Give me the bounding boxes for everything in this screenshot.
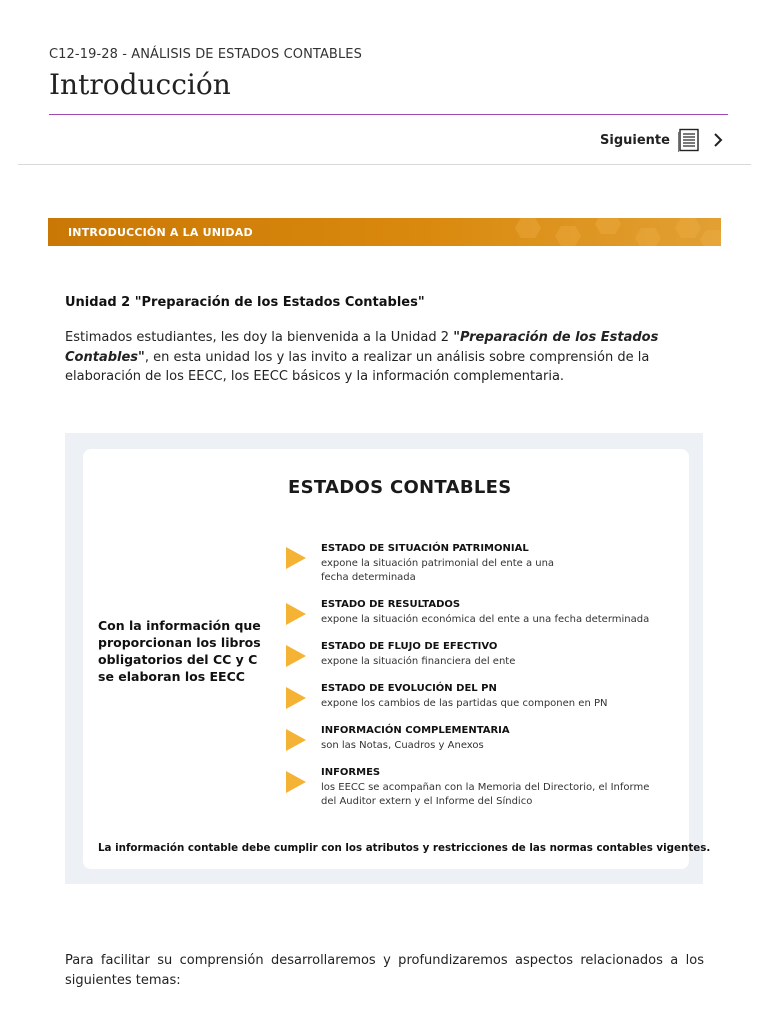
figure-footer: La información contable debe cumplir con los atributos y restricciones de las normas contables vigentes. [98,842,711,854]
figure-left-text: Con la información que proporcionan los libros obligatorios del CC y C se elaboran los EECC [98,618,261,684]
item-name: ESTADO DE RESULTADOS [321,599,461,610]
item-name: ESTADO DE SITUACIÓN PATRIMONIAL [321,543,529,554]
item-desc: expone la situación patrimonial del ente a una fecha determinada [321,558,555,583]
figure-title: ESTADOS CONTABLES [288,477,512,498]
arrow-icon [286,645,306,667]
item-name: INFORMES [321,767,381,778]
next-label: Siguiente [600,132,670,148]
item-name: ESTADO DE FLUJO DE EFECTIVO [321,641,498,652]
banner-hexagon-pattern [501,218,721,246]
arrow-icon [286,729,306,751]
header-divider [18,164,751,165]
title-divider [49,114,728,115]
item-desc: son las Notas, Cuadros y Anexos [321,740,484,751]
item-name: INFORMACIÓN COMPLEMENTARIA [321,725,510,736]
item-desc: expone los cambios de las partidas que componen en PN [321,698,608,709]
arrow-icon [286,547,306,569]
intro-unit-name: "Preparación de los Estados Contables" [65,330,659,365]
next-button[interactable] [600,127,724,153]
item-name: ESTADO DE EVOLUCIÓN DEL PN [321,683,497,694]
arrow-icon [286,687,306,709]
item-desc: los EECC se acompañan con la Memoria del Directorio, el Informe del Auditor extern y el Informe del Síndico [321,782,650,807]
banner-title: INTRODUCCIÓN A LA UNIDAD [68,226,253,239]
arrow-icon [286,603,306,625]
chevron-right-icon [712,131,724,149]
course-code: C12-19-28 - ANÁLISIS DE ESTADOS CONTABLES [49,47,362,62]
topics-paragraph: Para facilitar su comprensión desarrollaremos y profundizaremos aspectos relacionados a los siguientes temas: [65,953,704,988]
item-desc: expone la situación económica del ente a una fecha determinada [321,614,650,625]
unit-title: Unidad 2 "Preparación de los Estados Contables" [65,295,425,310]
arrow-icon [286,771,306,793]
page-title: Introducción [49,68,231,101]
item-desc: expone la situación financiera del ente [321,656,516,667]
intro-text-start: Estimados estudiantes, les doy la bienvenida a la Unidad 2 [65,330,454,345]
intro-text-end: , en esta unidad los y las invito a realizar un análisis sobre comprensión de la elaboración de los EECC, los EECC básicos y la información complementaria. [65,349,650,384]
section-banner [48,218,721,246]
intro-paragraph [65,328,710,387]
document-icon [678,128,700,152]
